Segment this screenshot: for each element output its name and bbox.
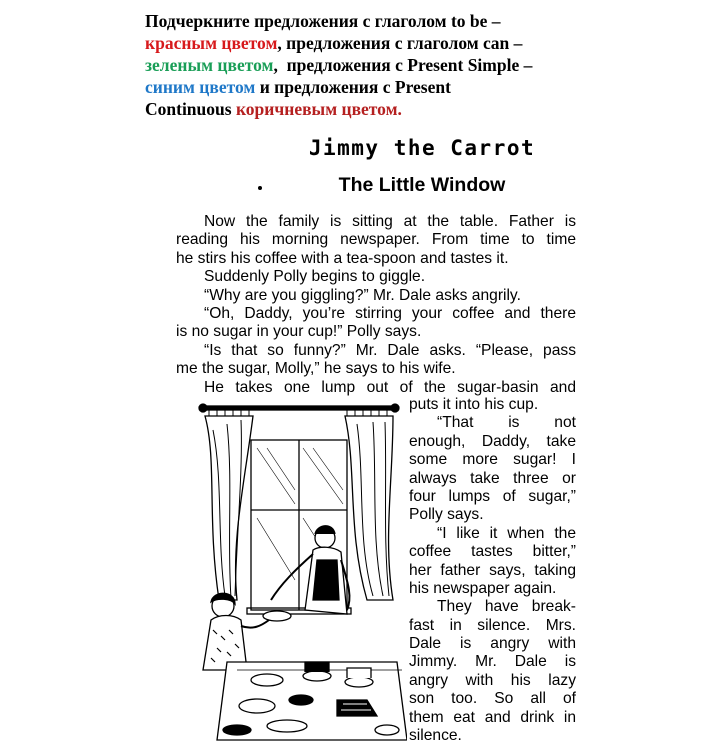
column-line: silence. — [409, 727, 462, 745]
column-line: “That is not — [437, 414, 576, 432]
story-line: Suddenly Polly begins to giggle. — [204, 268, 426, 286]
story-line: “Is that so funny?” Mr. Dale asks. “Please, pass — [204, 341, 576, 359]
column-line: her father says, taking — [409, 561, 576, 579]
story-line: me the sugar, Molly,” he says to his wife. — [176, 360, 456, 378]
story-line: he stirs his coffee with a tea-spoon and tastes it. — [176, 249, 509, 267]
column-line: son too. So all of — [409, 690, 576, 708]
instruction-line-5-start: Continuous — [145, 99, 236, 119]
column-line: some more sugar! I — [409, 451, 576, 469]
instruction-line-4-rest: и предложения с Present — [255, 77, 451, 97]
story-column — [409, 396, 576, 745]
story-subtitle: The Little Window — [338, 174, 506, 196]
column-line: coffee tastes bitter,” — [409, 543, 576, 561]
story-line: He takes one lump out of the sugar-basin and — [204, 378, 576, 396]
column-line: Jimmy. Mr. Dale is — [409, 653, 576, 671]
curtain-rod — [203, 406, 395, 410]
column-line: four lumps of sugar,” — [409, 487, 576, 505]
story-line: Now the family is sitting at the table. Father is — [204, 213, 576, 230]
story-title: Jimmy the Carrot — [308, 136, 536, 160]
story-line: reading his morning newspaper. From time to time — [176, 231, 576, 249]
instruction-line-3 — [145, 54, 685, 76]
instruction-line-2-rest: , предложения с глаголом can – — [277, 33, 523, 53]
instruction-line-4 — [145, 76, 685, 98]
story-line: “Oh, Daddy, you’re stirring your coffee and there — [204, 304, 576, 322]
instruction-line-5 — [145, 98, 685, 120]
instruction-line-3-rest: , предложения с Present Simple – — [273, 55, 533, 75]
column-line: enough, Daddy, take — [409, 432, 576, 450]
column-line: Dale is angry with — [409, 635, 576, 653]
woman-apron — [313, 560, 339, 600]
column-line: fast in silence. Mrs. — [409, 616, 576, 634]
red-color-phrase: красным цветом — [145, 33, 278, 53]
story-line: is no sugar in your cup!” Polly says. — [176, 323, 422, 341]
plate — [263, 611, 291, 621]
brown-color-phrase: коричневым цветом. — [235, 99, 402, 119]
breakfast-illustration — [197, 400, 407, 742]
instruction-line-1: Подчеркните предложения с глаголом to be – — [145, 11, 501, 31]
instruction-line-2 — [145, 32, 685, 54]
column-line: his newspaper again. — [409, 579, 557, 597]
column-line: Polly says. — [409, 506, 484, 524]
column-line: They have break- — [437, 598, 576, 616]
column-line: angry with his lazy — [409, 671, 576, 689]
column-line: them eat and drink in — [409, 708, 576, 726]
story-line: “Why are you giggling?” Mr. Dale asks angrily. — [204, 286, 521, 304]
column-line: puts it into his cup. — [409, 396, 539, 413]
column-line: always take three or — [409, 469, 576, 487]
story-text — [176, 213, 576, 397]
column-line: “I like it when the — [437, 524, 576, 542]
assignment-instruction — [145, 10, 685, 120]
green-color-phrase: зеленым цветом — [145, 55, 274, 75]
blue-color-phrase: синим цветом — [145, 77, 256, 97]
